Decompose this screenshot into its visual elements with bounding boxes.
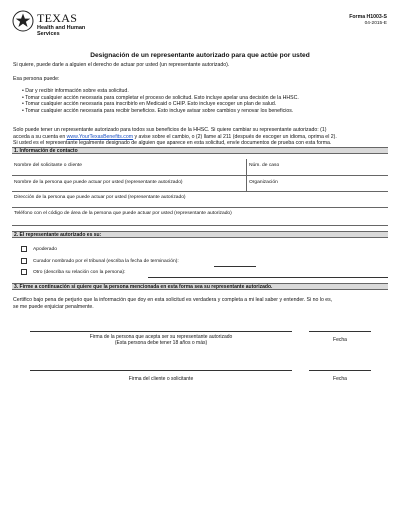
rep-signature-label-line1: Firma de la persona que acepta ser su representante autorizado	[89, 334, 233, 340]
row-divider	[12, 191, 388, 192]
rep-date-label: Fecha	[333, 337, 347, 343]
bullet-item: • Tomar cualquier acción necesaria para inscribirlo en Medicaid o CHIP. Esto incluye escoger un plan de salud.	[22, 101, 277, 108]
rep-signature-label	[30, 334, 292, 347]
section-3-header: 3. Firme a continuación si quiere que la persona mencionada en esta forma sea su representante autorizado.	[12, 283, 388, 290]
case-number-label: Núm. de caso	[249, 163, 280, 168]
rep-signature-label-line2: (Esta persona debe tener 18 años o más)	[114, 340, 208, 347]
cell-divider	[246, 175, 247, 191]
rep-signature-line[interactable]	[30, 331, 292, 332]
client-signature-date-line[interactable]	[309, 370, 371, 371]
section-1-header: 1. Información de contacto	[12, 147, 388, 154]
attorney-option-label: Apoderado	[33, 247, 57, 252]
client-date-label: Fecha	[333, 376, 347, 382]
can-heading: Esa persona puede:	[13, 76, 60, 82]
row-divider	[12, 175, 388, 176]
certification-line-1: Certifico bajo pena de perjurio que la información que doy en esta solicitud es verdadera y completa a mi leal saber y entender. Si no lo es,	[13, 297, 333, 303]
para-line-2-pre: acceda a su cuenta en	[13, 133, 67, 140]
guardian-option-label: Curador nombrado por el tribunal (escriba la fecha de terminación):	[33, 259, 179, 264]
benefits-website-link[interactable]: www.YourTexasBenefits.com	[66, 133, 134, 140]
form-number: Forma H1003-S	[349, 14, 387, 20]
bullet-item: • Tomar cualquier acción necesaria para completar el proceso de solicitud. Esto incluye apelar una decisión de la HHSC.	[22, 94, 299, 101]
para-line-3: Si usted es el representante legalmente designado de alguien que aparece en esta solicitud, envíe documentos de prueba con esta forma.	[13, 140, 332, 146]
row-divider	[12, 207, 388, 208]
agency-name-line3: Services	[37, 31, 60, 37]
rep-phone-label: Teléfono con el código de área de la persona que puede actuar por usted (representante autorizado)	[14, 211, 232, 216]
client-signature-line[interactable]	[30, 370, 292, 371]
bullet-item: • Tomar cualquier acción necesaria para recibir beneficios. Esto incluye avisar sobre cambios y renovar los beneficios.	[22, 107, 294, 114]
rep-signature-date-line[interactable]	[309, 331, 371, 332]
agency-name-line2: Health and Human	[37, 25, 86, 31]
other-option-label: Otro (describa su relación con la persona):	[33, 270, 126, 275]
cell-divider	[246, 159, 247, 175]
para-line-2-post: y avise sobre el cambio, o (2) llame al 211 (después de escoger un idioma, oprima el 2).	[133, 133, 337, 140]
applicant-name-label: Nombre del solicitante o cliente	[14, 163, 82, 168]
client-signature-label: Firma del cliente o solicitante	[128, 376, 194, 382]
row-divider	[12, 225, 388, 226]
organization-label: Organización	[249, 180, 278, 185]
rep-name-label: Nombre de la persona que puede actuar por usted (representante autorizado)	[14, 180, 183, 185]
bullet-item: • Dar y recibir información sobre esta solicitud.	[22, 88, 129, 94]
relationship-field[interactable]	[148, 277, 388, 278]
form-date: 04-2015-E	[364, 21, 387, 26]
page-title: Designación de un representante autorizado para que actúe por usted	[90, 52, 310, 59]
bullet-list	[22, 88, 299, 114]
intro-text: Si quiere, puede darle a alguien el derecho de actuar por usted (un representante autorizado).	[13, 62, 230, 68]
rep-address-label: Dirección de la persona que puede actuar por usted (representante autorizado)	[14, 195, 186, 200]
guardian-checkbox[interactable]	[21, 258, 27, 264]
agency-logo	[12, 8, 102, 48]
attorney-checkbox[interactable]	[21, 246, 27, 252]
para-line-2	[13, 134, 337, 140]
section-2-header: 2. El representante autorizado es su:	[12, 231, 388, 238]
other-checkbox[interactable]	[21, 269, 27, 275]
agency-name-line1: TEXAS	[37, 11, 78, 25]
termination-date-field[interactable]	[214, 266, 256, 267]
texas-star-icon	[12, 10, 34, 32]
para-line-1: Solo puede tener un representante autorizado para todos sus beneficios de la HHSC. Si quiere cambiar su representante autorizado: (1)	[13, 127, 327, 133]
certification-line-2: se me puede enjuiciar penalmente.	[13, 304, 94, 310]
